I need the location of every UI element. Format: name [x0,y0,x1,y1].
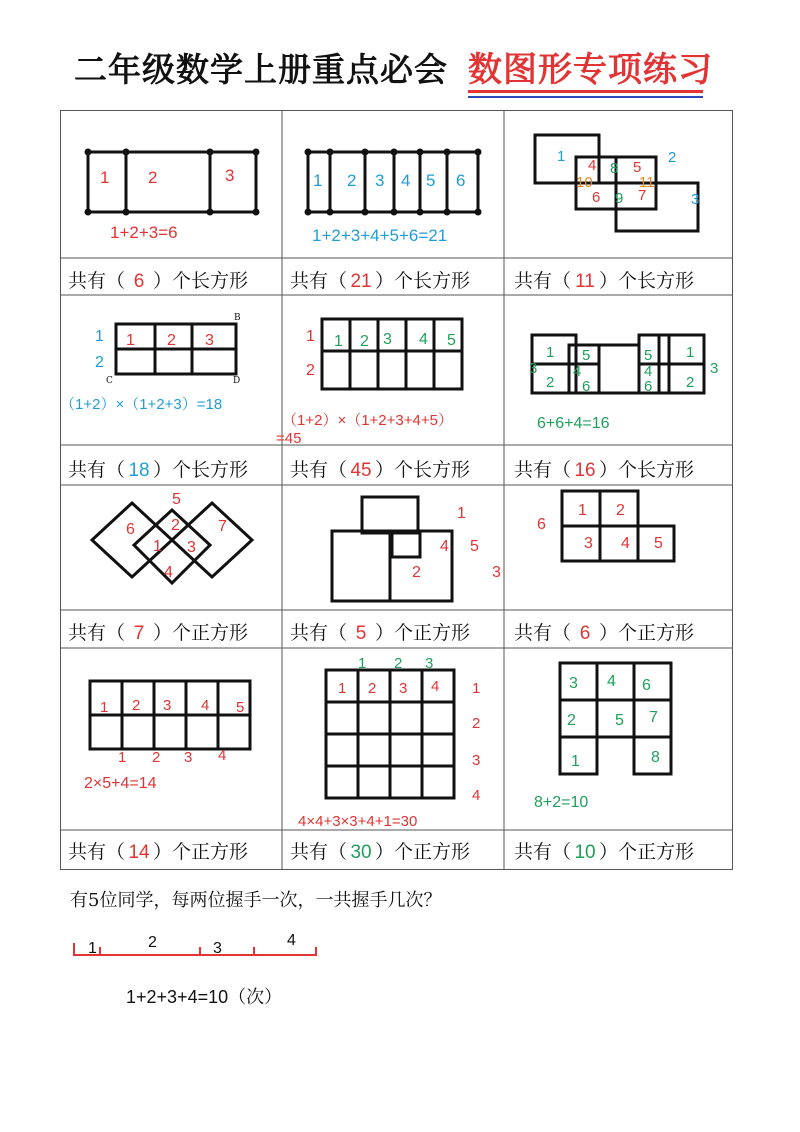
cell7-label-3: 2 [171,517,180,534]
cell11-side-2: 2 [472,715,481,732]
cell9-label-1: 6 [537,516,546,533]
caption-8: 共有（ 5 ）个正方形 [290,622,471,644]
cell10-top-1: 1 [100,699,109,716]
cell4-corner-b: B [234,313,241,323]
figure-cell-9 [504,485,733,610]
cell3-label-2: 2 [668,149,677,166]
figure-cell-5 [276,295,504,447]
cell1-label-2: 2 [148,168,158,187]
cell6-label-8: 4 [644,363,653,380]
cell4-row-1: 1 [95,328,104,345]
cell5-row-1: 1 [306,328,315,345]
handshake-label-4: 4 [287,932,296,949]
cell2-label-3: 3 [375,171,385,190]
cell6-label-9: 6 [644,378,653,395]
cell12-label-6: 7 [649,709,658,726]
cell10-mid-4: 4 [218,747,227,764]
figure-cell-11 [282,648,504,830]
cell6-label-4: 4 [573,363,582,380]
cell12-label-5: 5 [615,712,624,729]
cell9-label-2: 1 [578,502,587,519]
cell4-corner-d: D [233,376,241,386]
cell11-grid-2: 2 [368,680,377,697]
cell3-label-8: 8 [610,160,619,177]
handshake-diagram [70,925,350,965]
caption-6: 共有（ 16 ）个长方形 [514,459,695,481]
cell4-corner-c: C [106,376,113,386]
cell3-label-4: 4 [588,157,597,174]
handshake-label-2: 2 [148,934,157,951]
cell5-formula-result: =45 [276,430,302,447]
cell7-label-6: 3 [187,539,196,556]
cell1-label-3: 3 [225,166,235,185]
cell5-formula: （1+2）×（1+2+3+4+5） [282,412,453,429]
caption-7: 共有（ 7 ）个正方形 [68,622,249,644]
cell2-label-2: 2 [347,171,357,190]
cell7-label-4: 7 [218,518,227,535]
cell4-row-2: 2 [95,354,104,371]
caption-9: 共有（ 6 ）个正方形 [514,622,695,644]
cell12-label-1: 3 [569,675,578,692]
cell5-col-4: 4 [419,331,428,348]
cell12-label-3: 6 [642,677,651,694]
cell5-col-2: 2 [360,333,369,350]
cell4-col-3: 3 [205,332,214,349]
caption-3: 共有（ 11 ）个长方形 [514,270,695,292]
caption-2: 共有（ 21 ）个长方形 [290,270,471,292]
cell6-label-7: 5 [644,347,653,364]
cell8-label-5: 3 [492,564,501,581]
cell10-top-2: 2 [132,697,141,714]
cell3-label-5: 5 [633,159,642,176]
cell7-label-5: 1 [153,538,162,555]
cell11-grid-3: 3 [399,680,408,697]
cell8-label-3: 5 [470,538,479,555]
cell11-formula: 4×4+3×3+4+1=30 [298,813,418,830]
cell11-top-1: 1 [358,655,367,672]
cell3-label-3: 3 [691,191,700,208]
cell2-formula: 1+2+3+4+5+6=21 [312,226,448,245]
cell9-label-6: 5 [654,535,663,552]
cell8-label-1: 1 [457,505,466,522]
figure-cell-4 [60,295,282,445]
cell4-col-2: 2 [167,332,176,349]
figure-cell-3 [504,110,733,258]
figure-cell-8 [282,485,504,610]
cell8-label-2: 4 [440,538,449,555]
handshake-label-3: 3 [213,940,222,957]
cell3-label-6: 6 [592,189,601,206]
cell6-label-2: 2 [546,374,555,391]
caption-4: 共有（ 18 ）个长方形 [68,459,249,481]
cell10-top-3: 3 [163,697,172,714]
cell5-row-2: 2 [306,362,315,379]
cell4-formula: （1+2）×（1+2+3）=18 [60,396,223,413]
title-underline-red [468,90,703,93]
caption-11: 共有（ 30 ）个正方形 [290,841,471,863]
cell12-label-4: 2 [567,712,576,729]
cell7-label-7: 4 [164,564,173,581]
cell11-grid-4: 4 [431,678,440,695]
cell6-label-3: 3 [529,360,538,377]
cell2-label-6: 6 [456,171,466,190]
cell5-col-3: 3 [383,331,392,348]
cell10-mid-3: 3 [184,749,193,766]
cell10-top-5: 5 [236,699,245,716]
cell10-mid-2: 2 [152,749,161,766]
cell2-label-1: 1 [313,171,323,190]
cell6-label-12: 3 [710,360,719,377]
cell10-formula: 2×5+4=14 [84,775,157,792]
page-title [0,38,800,88]
cell9-label-4: 3 [584,535,593,552]
cell6-label-6: 6 [582,378,591,395]
cell12-label-2: 4 [607,673,616,690]
cell9-label-5: 4 [621,535,630,552]
figure-cell-2 [282,110,504,258]
cell1-label-1: 1 [100,168,110,187]
cell5-col-1: 1 [334,333,343,350]
caption-1: 共有（ 6 ）个长方形 [68,270,249,292]
handshake-label-1: 1 [88,940,97,957]
cell5-col-5: 5 [447,332,456,349]
cell6-label-10: 1 [686,344,695,361]
cell11-side-4: 4 [472,787,481,804]
cell6-label-11: 2 [686,374,695,391]
caption-12: 共有（ 10 ）个正方形 [514,841,695,863]
cell12-label-7: 1 [571,753,580,770]
cell3-label-9: 9 [615,190,624,207]
cell3-label-11: 11 [639,174,655,191]
cell2-label-4: 4 [401,171,411,190]
cell12-formula: 8+2=10 [534,794,589,811]
cell6-label-5: 5 [582,347,591,364]
figure-cell-10 [60,648,282,830]
handshake-question: 有5位同学，每两位握手一次，一共握手几次？ [70,890,442,911]
cell11-grid-1: 1 [338,680,347,697]
exercise-grid [60,110,733,870]
cell12-label-8: 8 [651,749,660,766]
cell11-side-1: 1 [472,680,481,697]
cell1-formula: 1+2+3=6 [110,223,178,242]
cell6-label-1: 1 [546,344,555,361]
cell7-label-1: 5 [172,491,181,508]
cell11-top-2: 2 [394,655,403,672]
figure-cell-7 [60,485,282,610]
cell6-formula: 6+6+4=16 [537,415,610,432]
cell9-label-3: 2 [616,502,625,519]
figure-cell-1 [60,110,282,258]
cell3-label-10: 10 [576,174,593,191]
cell10-mid-1: 1 [118,749,127,766]
title-underline-blue [468,96,703,98]
figure-cell-12 [504,648,733,830]
cell7-label-2: 6 [126,521,135,538]
caption-5: 共有（ 45 ）个长方形 [290,459,471,481]
cell8-label-4: 2 [412,564,421,581]
cell3-label-7: 7 [638,187,647,204]
cell11-top-3: 3 [425,655,434,672]
caption-10: 共有（ 14 ）个正方形 [68,841,249,863]
title-sub: 数图形专项练习 [468,50,713,90]
cell11-side-3: 3 [472,752,481,769]
handshake-answer: 1+2+3+4=10（次） [126,987,283,1007]
title-main: 二年级数学上册重点必会 [74,50,448,89]
cell4-col-1: 1 [126,332,135,349]
figure-cell-6 [504,295,733,445]
cell2-label-5: 5 [426,171,436,190]
cell3-label-1: 1 [557,148,566,165]
cell10-top-4: 4 [201,697,210,714]
